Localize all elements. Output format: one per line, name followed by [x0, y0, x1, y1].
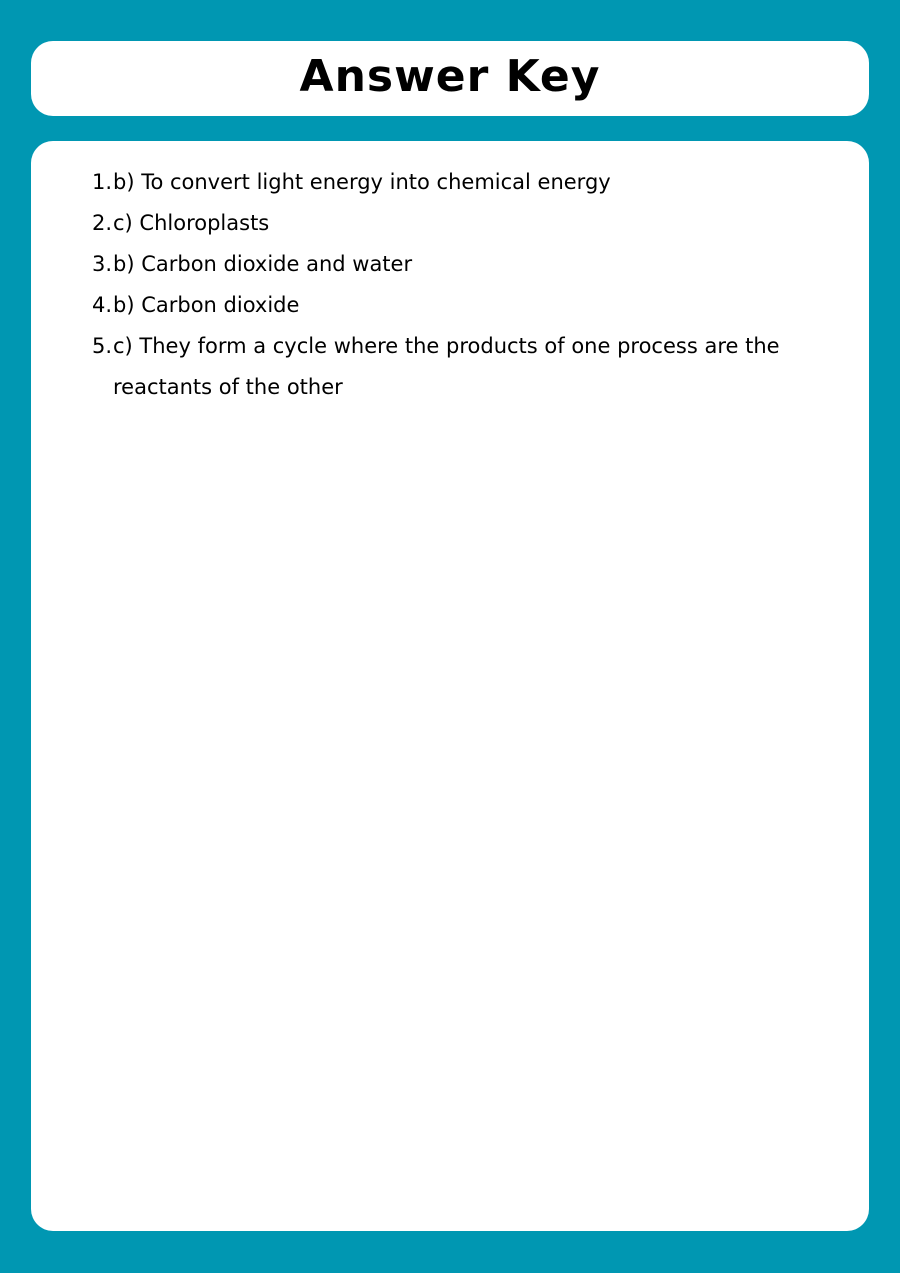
- answer-number: 5.: [91, 334, 112, 358]
- answers-card: [31, 141, 869, 1231]
- answer-item: [88, 244, 808, 285]
- answer-item: [88, 203, 808, 244]
- answer-number: 1.: [91, 170, 112, 194]
- answer-item: [88, 326, 808, 408]
- answer-number: 4.: [91, 293, 112, 317]
- answer-text: c) Chloroplasts: [113, 211, 270, 235]
- answer-text: c) They form a cycle where the products of one process are the reactants of the other: [113, 334, 780, 399]
- answer-list: [88, 162, 808, 408]
- answer-text: b) Carbon dioxide: [113, 293, 300, 317]
- page-title: Answer Key: [299, 50, 601, 102]
- answer-text: b) Carbon dioxide and water: [113, 252, 413, 276]
- title-card: [31, 41, 869, 116]
- answer-number: 3.: [91, 252, 112, 276]
- answer-item: [88, 285, 808, 326]
- answer-number: 2.: [91, 211, 112, 235]
- answer-text: b) To convert light energy into chemical energy: [113, 170, 611, 194]
- answer-item: [88, 162, 808, 203]
